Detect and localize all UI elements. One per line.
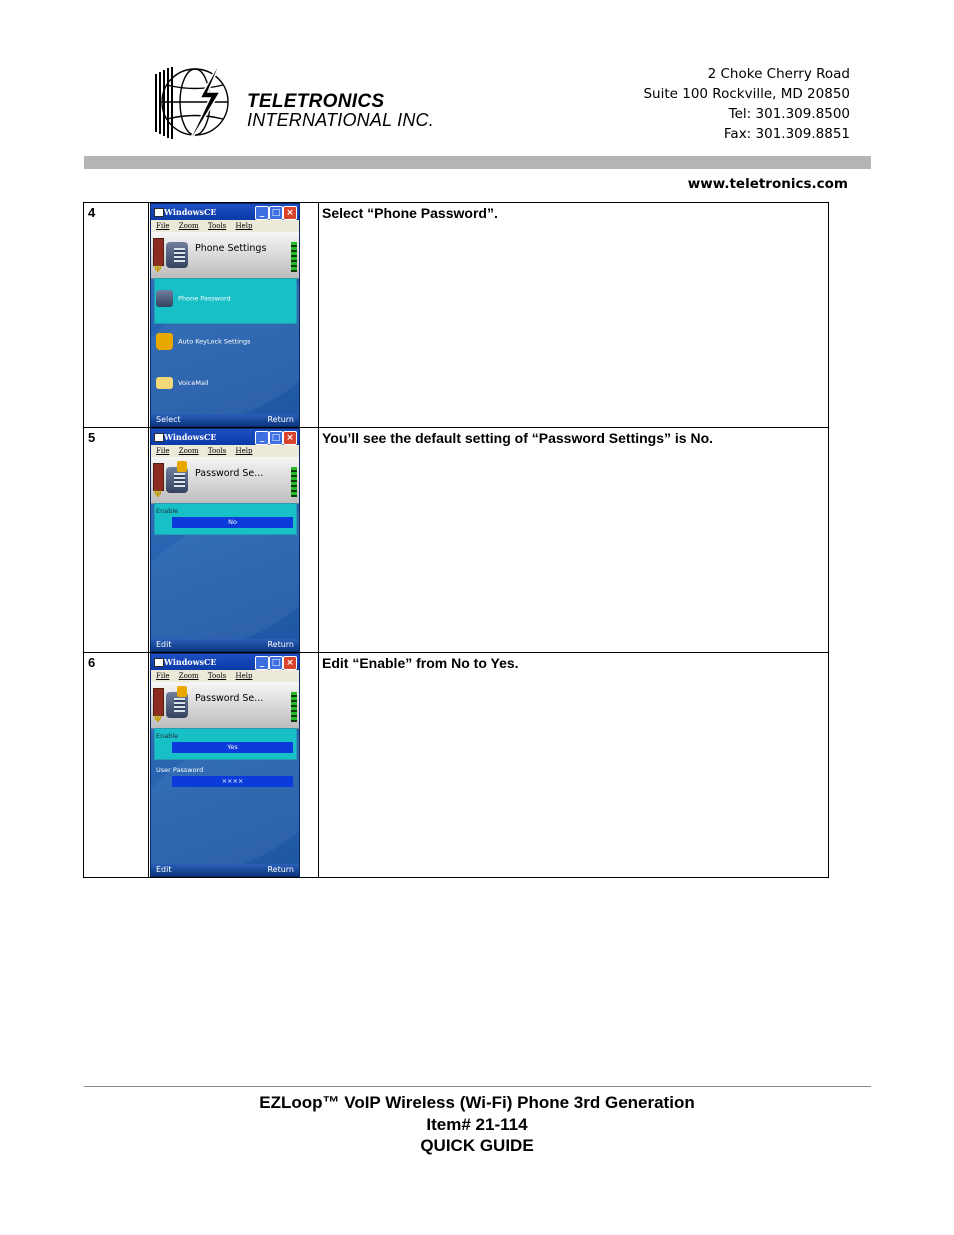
menu-bar xyxy=(151,220,299,232)
phone-icon xyxy=(166,242,188,268)
signal-icon xyxy=(153,688,164,716)
menu-zoom[interactable]: Zoom xyxy=(178,672,199,680)
antenna-icon: Ψ xyxy=(154,490,162,500)
list-item[interactable]: Phone Password xyxy=(156,290,231,307)
step-number: 4 xyxy=(84,203,149,428)
user-password-label: User Password xyxy=(156,766,204,774)
maximize-button[interactable]: □ xyxy=(269,431,283,445)
user-password-field[interactable]: ×××× xyxy=(172,776,293,787)
window-title: WindowsCE xyxy=(164,432,217,442)
step-instruction: You’ll see the default setting of “Password Settings” is No. xyxy=(319,428,829,653)
logo-text-primary: TELETRONICS xyxy=(247,91,385,112)
battery-icon xyxy=(291,692,297,722)
phone-screenshot xyxy=(150,653,300,877)
window-icon xyxy=(154,433,164,442)
screen-header xyxy=(151,457,299,504)
minimize-button[interactable]: _ xyxy=(255,656,269,670)
menu-tools[interactable]: Tools xyxy=(207,672,227,680)
lock-icon xyxy=(177,461,187,472)
envelope-icon xyxy=(156,377,173,389)
signal-icon xyxy=(153,463,164,491)
softkey-bar xyxy=(151,414,299,426)
softkey-bar xyxy=(151,864,299,876)
close-button[interactable]: × xyxy=(283,656,297,670)
menu-help[interactable]: Help xyxy=(235,447,253,455)
menu-tools[interactable]: Tools xyxy=(207,447,227,455)
enable-field[interactable]: No xyxy=(172,517,293,528)
edit-softkey[interactable]: Edit xyxy=(156,865,172,874)
footer-guide-label: QUICK GUIDE xyxy=(420,1136,534,1155)
steps-table xyxy=(83,202,829,878)
address-line-2: Suite 100 Rockville, MD 20850 xyxy=(643,86,850,102)
maximize-button[interactable]: □ xyxy=(269,656,283,670)
footer-item-number: Item# 21-114 xyxy=(426,1115,528,1134)
menu-file[interactable]: File xyxy=(156,222,170,230)
window-icon xyxy=(154,208,164,217)
close-button[interactable]: × xyxy=(283,206,297,220)
screen-title: Phone Settings xyxy=(195,243,267,254)
edit-softkey[interactable]: Edit xyxy=(156,640,172,649)
table-row xyxy=(84,203,829,428)
maximize-button[interactable]: □ xyxy=(269,206,283,220)
step-instruction: Edit “Enable” from No to Yes. xyxy=(319,653,829,878)
return-softkey[interactable]: Return xyxy=(267,640,294,649)
menu-help[interactable]: Help xyxy=(235,672,253,680)
enable-field[interactable]: Yes xyxy=(172,742,293,753)
window-icon xyxy=(154,658,164,667)
screenshot-cell xyxy=(149,653,319,878)
screen-title: Password Se... xyxy=(195,693,264,704)
phone-lock-icon xyxy=(156,290,173,307)
address-line-1: 2 Choke Cherry Road xyxy=(707,66,850,82)
softkey-bar xyxy=(151,639,299,651)
telephone: Tel: 301.309.8500 xyxy=(728,106,850,122)
lock-icon xyxy=(177,686,187,697)
screen-header xyxy=(151,682,299,729)
menu-tools[interactable]: Tools xyxy=(207,222,227,230)
menu-file[interactable]: File xyxy=(156,672,170,680)
window-titlebar xyxy=(151,654,299,670)
lock-icon xyxy=(156,333,173,350)
header-divider xyxy=(84,156,871,169)
menu-zoom[interactable]: Zoom xyxy=(178,222,199,230)
menu-zoom[interactable]: Zoom xyxy=(178,447,199,455)
phone-screenshot xyxy=(150,428,300,652)
enable-label: Enable xyxy=(156,507,179,515)
close-button[interactable]: × xyxy=(283,431,297,445)
fax: Fax: 301.309.8851 xyxy=(723,126,850,142)
minimize-button[interactable]: _ xyxy=(255,431,269,445)
list-item[interactable]: VoiceMail xyxy=(156,377,209,389)
select-softkey[interactable]: Select xyxy=(156,415,181,424)
battery-icon xyxy=(291,242,297,272)
menu-help[interactable]: Help xyxy=(235,222,253,230)
window-title: WindowsCE xyxy=(164,207,217,217)
antenna-icon: Ψ xyxy=(154,715,162,725)
window-titlebar xyxy=(151,204,299,220)
menu-file[interactable]: File xyxy=(156,447,170,455)
enable-label: Enable xyxy=(156,732,179,740)
screenshot-cell xyxy=(149,428,319,653)
step-number: 5 xyxy=(84,428,149,653)
window-titlebar xyxy=(151,429,299,445)
footer-product-title: EZLoop™ VoIP Wireless (Wi-Fi) Phone 3rd Generation xyxy=(259,1093,695,1112)
menu-bar xyxy=(151,445,299,457)
list-item[interactable]: Auto KeyLock Settings xyxy=(156,333,251,350)
step-number: 6 xyxy=(84,653,149,878)
antenna-icon: Ψ xyxy=(154,265,162,275)
screenshot-cell xyxy=(149,203,319,428)
return-softkey[interactable]: Return xyxy=(267,415,294,424)
website-url: www.teletronics.com xyxy=(687,176,848,192)
battery-icon xyxy=(291,467,297,497)
company-logo xyxy=(150,52,246,154)
window-title: WindowsCE xyxy=(164,657,217,667)
footer-divider xyxy=(84,1086,871,1087)
table-row xyxy=(84,653,829,878)
table-row xyxy=(84,428,829,653)
step-instruction: Select “Phone Password”. xyxy=(319,203,829,428)
logo-text-secondary: INTERNATIONAL INC. xyxy=(247,110,434,130)
phone-screenshot xyxy=(150,203,300,427)
menu-bar xyxy=(151,670,299,682)
signal-icon xyxy=(153,238,164,266)
minimize-button[interactable]: _ xyxy=(255,206,269,220)
screen-header xyxy=(151,232,299,279)
screen-title: Password Se... xyxy=(195,468,264,479)
return-softkey[interactable]: Return xyxy=(267,865,294,874)
